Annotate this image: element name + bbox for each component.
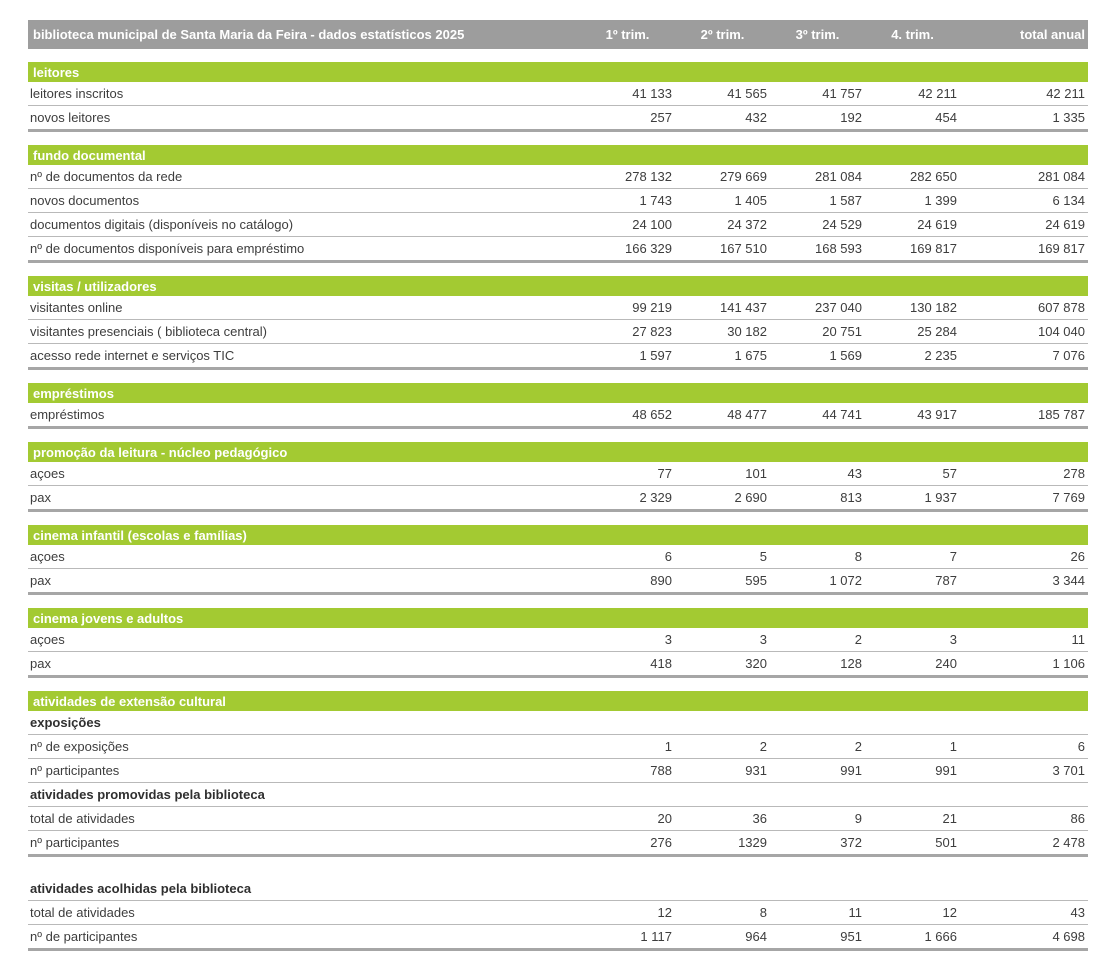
cell-value: 607 878 — [960, 296, 1088, 320]
cell-value: 991 — [770, 759, 865, 783]
cell-value: 3 701 — [960, 759, 1088, 783]
column-header-q4: 4. trim. — [865, 20, 960, 49]
column-header-q1: 1º trim. — [580, 20, 675, 49]
cell-value: 20 — [580, 807, 675, 831]
table-row — [28, 486, 1088, 511]
section-gap — [28, 262, 1088, 277]
cell-value: 185 787 — [960, 403, 1088, 428]
cell-value: 48 652 — [580, 403, 675, 428]
cell-value: 6 134 — [960, 189, 1088, 213]
cell-value: 2 — [770, 735, 865, 759]
cell-value: 5 — [675, 545, 770, 569]
table-row — [28, 545, 1088, 569]
report-title: biblioteca municipal de Santa Maria da Feira - dados estatísticos 2025 — [28, 20, 580, 49]
cell-value: 20 751 — [770, 320, 865, 344]
cell-value: 4 698 — [960, 925, 1088, 950]
table-row — [28, 344, 1088, 369]
row-label: total de atividades — [28, 901, 580, 925]
subheader-row — [28, 783, 1088, 807]
cell-value: 57 — [865, 462, 960, 486]
section-header — [28, 276, 1088, 296]
column-header-q2: 2º trim. — [675, 20, 770, 49]
row-label: nº de exposições — [28, 735, 580, 759]
cell-value: 1329 — [675, 831, 770, 856]
section-gap — [28, 856, 1088, 878]
table-row — [28, 569, 1088, 594]
cell-value: 3 — [675, 628, 770, 652]
cell-value: 2 329 — [580, 486, 675, 511]
section-header — [28, 525, 1088, 545]
cell-value: 41 133 — [580, 82, 675, 106]
table-row — [28, 320, 1088, 344]
cell-value: 44 741 — [770, 403, 865, 428]
row-label: açoes — [28, 462, 580, 486]
cell-value: 787 — [865, 569, 960, 594]
cell-value: 43 917 — [865, 403, 960, 428]
cell-value: 48 477 — [675, 403, 770, 428]
table-row — [28, 82, 1088, 106]
table-header-row — [28, 20, 1088, 49]
cell-value: 24 372 — [675, 213, 770, 237]
cell-value: 257 — [580, 106, 675, 131]
cell-value: 281 084 — [770, 165, 865, 189]
table-row — [28, 296, 1088, 320]
row-label: nº participantes — [28, 759, 580, 783]
table-row — [28, 901, 1088, 925]
cell-value: 1 597 — [580, 344, 675, 369]
cell-value: 6 — [580, 545, 675, 569]
row-label: pax — [28, 486, 580, 511]
row-label: total de atividades — [28, 807, 580, 831]
subheader-row — [28, 711, 1088, 735]
row-label: nº participantes — [28, 831, 580, 856]
cell-value: 24 100 — [580, 213, 675, 237]
cell-value: 43 — [770, 462, 865, 486]
cell-value: 7 — [865, 545, 960, 569]
table-row — [28, 759, 1088, 783]
cell-value: 813 — [770, 486, 865, 511]
cell-value: 168 593 — [770, 237, 865, 262]
table-row — [28, 628, 1088, 652]
cell-value: 278 — [960, 462, 1088, 486]
row-label: açoes — [28, 628, 580, 652]
cell-value: 788 — [580, 759, 675, 783]
table-row — [28, 213, 1088, 237]
cell-value: 11 — [770, 901, 865, 925]
cell-value: 3 — [580, 628, 675, 652]
cell-value: 141 437 — [675, 296, 770, 320]
cell-value: 41 565 — [675, 82, 770, 106]
section-gap — [28, 428, 1088, 443]
row-label: leitores inscritos — [28, 82, 580, 106]
row-label: visitantes online — [28, 296, 580, 320]
section-header — [28, 442, 1088, 462]
column-header-total: total anual — [960, 20, 1088, 49]
cell-value: 454 — [865, 106, 960, 131]
cell-value: 1 — [580, 735, 675, 759]
section-header — [28, 608, 1088, 628]
cell-value: 320 — [675, 652, 770, 677]
cell-value: 279 669 — [675, 165, 770, 189]
cell-value: 128 — [770, 652, 865, 677]
table-row — [28, 735, 1088, 759]
cell-value: 2 — [770, 628, 865, 652]
cell-value: 192 — [770, 106, 865, 131]
cell-value: 104 040 — [960, 320, 1088, 344]
section-header-label: atividades de extensão cultural — [28, 691, 1088, 711]
cell-value: 166 329 — [580, 237, 675, 262]
cell-value: 595 — [675, 569, 770, 594]
section-gap — [28, 594, 1088, 609]
section-header-label: visitas / utilizadores — [28, 276, 1088, 296]
row-label: acesso rede internet e serviços TIC — [28, 344, 580, 369]
cell-value: 11 — [960, 628, 1088, 652]
cell-value: 1 666 — [865, 925, 960, 950]
stats-table-body — [28, 49, 1088, 950]
cell-value: 3 — [865, 628, 960, 652]
cell-value: 42 211 — [960, 82, 1088, 106]
cell-value: 41 757 — [770, 82, 865, 106]
cell-value: 43 — [960, 901, 1088, 925]
table-row — [28, 807, 1088, 831]
table-row — [28, 462, 1088, 486]
cell-value: 169 817 — [960, 237, 1088, 262]
row-label: nº de documentos da rede — [28, 165, 580, 189]
table-row — [28, 831, 1088, 856]
section-header — [28, 691, 1088, 711]
cell-value: 281 084 — [960, 165, 1088, 189]
cell-value: 36 — [675, 807, 770, 831]
table-row — [28, 237, 1088, 262]
row-label: empréstimos — [28, 403, 580, 428]
section-gap — [28, 511, 1088, 526]
table-row — [28, 165, 1088, 189]
table-row — [28, 652, 1088, 677]
cell-value: 278 132 — [580, 165, 675, 189]
cell-value: 501 — [865, 831, 960, 856]
subheader-label: exposições — [28, 711, 1088, 735]
table-row — [28, 925, 1088, 950]
cell-value: 1 937 — [865, 486, 960, 511]
cell-value: 276 — [580, 831, 675, 856]
section-gap — [28, 369, 1088, 384]
cell-value: 77 — [580, 462, 675, 486]
cell-value: 964 — [675, 925, 770, 950]
section-header-label: leitores — [28, 62, 1088, 82]
cell-value: 1 569 — [770, 344, 865, 369]
row-label: nº de documentos disponíveis para empréstimo — [28, 237, 580, 262]
table-row — [28, 106, 1088, 131]
section-header-label: fundo documental — [28, 145, 1088, 165]
section-header-label: promoção da leitura - núcleo pedagógico — [28, 442, 1088, 462]
cell-value: 12 — [580, 901, 675, 925]
table-row — [28, 403, 1088, 428]
cell-value: 12 — [865, 901, 960, 925]
cell-value: 99 219 — [580, 296, 675, 320]
subheader-label: atividades promovidas pela biblioteca — [28, 783, 1088, 807]
row-label: pax — [28, 652, 580, 677]
cell-value: 24 529 — [770, 213, 865, 237]
cell-value: 2 690 — [675, 486, 770, 511]
cell-value: 1 405 — [675, 189, 770, 213]
cell-value: 8 — [770, 545, 865, 569]
cell-value: 7 076 — [960, 344, 1088, 369]
cell-value: 2 478 — [960, 831, 1088, 856]
cell-value: 2 — [675, 735, 770, 759]
cell-value: 7 769 — [960, 486, 1088, 511]
cell-value: 1 587 — [770, 189, 865, 213]
cell-value: 30 182 — [675, 320, 770, 344]
cell-value: 26 — [960, 545, 1088, 569]
section-header — [28, 145, 1088, 165]
cell-value: 418 — [580, 652, 675, 677]
cell-value: 1 072 — [770, 569, 865, 594]
cell-value: 1 675 — [675, 344, 770, 369]
cell-value: 25 284 — [865, 320, 960, 344]
section-header-label: cinema infantil (escolas e famílias) — [28, 525, 1088, 545]
cell-value: 931 — [675, 759, 770, 783]
section-header — [28, 62, 1088, 82]
stats-table — [28, 20, 1088, 951]
section-header-label: empréstimos — [28, 383, 1088, 403]
cell-value: 8 — [675, 901, 770, 925]
cell-value: 24 619 — [865, 213, 960, 237]
row-label: novos leitores — [28, 106, 580, 131]
cell-value: 890 — [580, 569, 675, 594]
subheader-label: atividades acolhidas pela biblioteca — [28, 877, 1088, 901]
subheader-row — [28, 877, 1088, 901]
section-header-label: cinema jovens e adultos — [28, 608, 1088, 628]
cell-value: 101 — [675, 462, 770, 486]
section-gap — [28, 677, 1088, 692]
row-label: açoes — [28, 545, 580, 569]
cell-value: 432 — [675, 106, 770, 131]
cell-value: 1 743 — [580, 189, 675, 213]
section-gap — [28, 49, 1088, 62]
row-label: novos documentos — [28, 189, 580, 213]
table-row — [28, 189, 1088, 213]
row-label: nº de participantes — [28, 925, 580, 950]
row-label: visitantes presenciais ( biblioteca central) — [28, 320, 580, 344]
cell-value: 42 211 — [865, 82, 960, 106]
cell-value: 21 — [865, 807, 960, 831]
cell-value: 3 344 — [960, 569, 1088, 594]
cell-value: 24 619 — [960, 213, 1088, 237]
cell-value: 27 823 — [580, 320, 675, 344]
cell-value: 237 040 — [770, 296, 865, 320]
cell-value: 1 117 — [580, 925, 675, 950]
column-header-q3: 3º trim. — [770, 20, 865, 49]
cell-value: 372 — [770, 831, 865, 856]
cell-value: 991 — [865, 759, 960, 783]
cell-value: 1 106 — [960, 652, 1088, 677]
cell-value: 1 — [865, 735, 960, 759]
section-header — [28, 383, 1088, 403]
cell-value: 169 817 — [865, 237, 960, 262]
cell-value: 951 — [770, 925, 865, 950]
cell-value: 1 335 — [960, 106, 1088, 131]
section-gap — [28, 131, 1088, 146]
cell-value: 9 — [770, 807, 865, 831]
row-label: pax — [28, 569, 580, 594]
cell-value: 1 399 — [865, 189, 960, 213]
cell-value: 6 — [960, 735, 1088, 759]
cell-value: 130 182 — [865, 296, 960, 320]
cell-value: 2 235 — [865, 344, 960, 369]
cell-value: 167 510 — [675, 237, 770, 262]
cell-value: 86 — [960, 807, 1088, 831]
cell-value: 282 650 — [865, 165, 960, 189]
row-label: documentos digitais (disponíveis no catálogo) — [28, 213, 580, 237]
cell-value: 240 — [865, 652, 960, 677]
